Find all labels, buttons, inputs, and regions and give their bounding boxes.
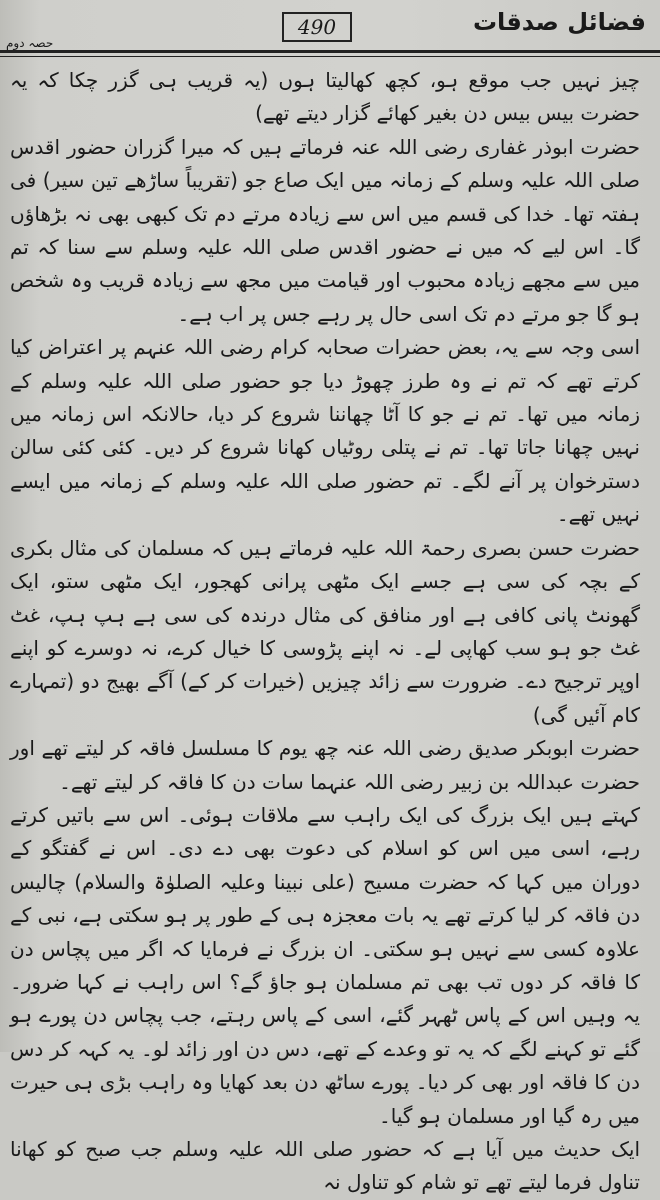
part-label: حصہ دوم	[6, 36, 54, 50]
paragraph-abu-dharr: حضرت ابوذر غفاری رضی اللہ عنہ فرماتے ہیں کہ میرا گزران حضور اقدس صلی اللہ علیہ وسلم کے زمانہ میں ایک صاع جو (تقریباً ساڑھے تین سیر) فی ہفتہ تھا۔ خدا کی قسم میں اس سے زیادہ مرتے دم تک کبھی بھی نہ بڑھاؤں گا۔ اس لیے کہ میں نے حضور اقدس صلی اللہ علیہ وسلم سے سنا کہ تم میں سے مجھے زیادہ محبوب اور قیامت میں مجھ سے زیادہ قریب وہ شخص ہو گا جو مرتے دم تک اسی حال پر رہے جس پر اب ہے۔	[10, 134, 640, 326]
header-rule-thick	[0, 50, 660, 53]
page-number: 490	[297, 15, 337, 39]
paragraph-hadith: ایک حدیث میں آیا ہے کہ حضور صلی اللہ علیہ وسلم جب صبح کو کھانا تناول فرما لیتے تھے تو شام کو تناول نہ	[10, 1137, 640, 1195]
book-title: فضائل صدقات	[472, 8, 646, 36]
header-rule-thin	[0, 56, 660, 57]
page-number-box	[282, 12, 352, 42]
page-body	[10, 64, 640, 1200]
paragraph-hasan-basri: حضرت حسن بصری رحمۃ اللہ علیہ فرماتے ہیں کہ مسلمان کی مثال بکری کے بچہ کی سی ہے جسے ایک مٹھی پرانی کھجور، ایک مٹھی ستو، ایک گھونٹ پانی کافی ہے اور منافق کی مثال درندہ کی سی ہے ہپ ہپ، غٹ غٹ جو ہو سب کھاپی لے۔ نہ اپنے پڑوسی کا خیال کرے، نہ دوسرے کو اپنے اوپر ترجیح دے۔ ضرورت سے زائد چیزیں (خیرات کر کے) آگے بھیج دو (تمہارے کام آئیں گی)	[10, 535, 640, 727]
paragraph-abu-bakr: حضرت ابوبکر صدیق رضی اللہ عنہ چھ یوم کا مسلسل فاقہ کر لیتے تھے اور حضرت عبداللہ بن زبیر رضی اللہ عنہما سات دن کا فاقہ کر لیتے تھے۔	[10, 736, 640, 794]
page-header	[0, 0, 660, 60]
paragraph-continuation: چیز نہیں جب موقع ہو، کچھ کھالیتا ہوں (یہ قریب ہی گزر چکا کہ یہ حضرت بیس بیس دن بغیر کھائے گزار دیتے تھے)	[10, 68, 640, 126]
paragraph-monk-story: کہتے ہیں ایک بزرگ کی ایک راہب سے ملاقات ہوئی۔ اس سے باتیں کرتے رہے، اسی میں اس کو اسلام کی دعوت بھی دے دی۔ اس نے گفتگو کے دوران میں کہا کہ حضرت مسیح (علی نبینا وعلیہ الصلوٰۃ والسلام) چالیس دن فاقہ کر لیا کرتے تھے یہ بات معجزہ ہی کے طور پر ہو سکتی ہے، نبی کے علاوہ کسی سے نہیں ہو سکتی۔ ان بزرگ نے فرمایا کہ اگر میں پچاس دن کا فاقہ کر دوں تب بھی تم مسلمان ہو جاؤ گے؟ اس راہب نے کہا ضرور۔ یہ وہیں اس کے پاس ٹھہر گئے، اسی کے پاس رہتے، جب پچاس دن پورے ہو گئے تو کہنے لگے کہ یہ تو وعدے کے تھے، دس دن اور زائد لو۔ یہ کہہ کر دس دن کا فاقہ اور بھی کر دیا۔ پورے ساٹھ دن بعد کھایا وہ راہب بڑی ہی حیرت میں رہ گیا اور مسلمان ہو گیا۔	[10, 802, 640, 1128]
paragraph-objection: اسی وجہ سے یہ، بعض حضرات صحابہ کرام رضی اللہ عنہم پر اعتراض کیا کرتے تھے کہ تم نے وہ طرز چھوڑ دیا جو حضور صلی اللہ علیہ وسلم کے زمانہ میں تھا۔ تم نے جو کا آٹا چھاننا شروع کر دیا، حالانکہ اس زمانہ میں نہیں چھانا جاتا تھا۔ تم نے پتلی روٹیاں کھانا شروع کر دیں۔ کئی کئی سالن دسترخوان پر آنے لگے۔ تم حضور صلی اللہ علیہ وسلم کے زمانہ میں ایسے نہیں تھے۔	[10, 335, 640, 527]
